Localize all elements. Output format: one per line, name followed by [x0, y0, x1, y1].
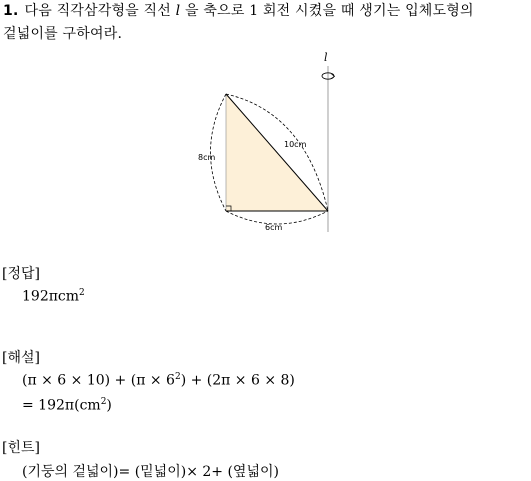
question-text-1a: 다음 직각삼각형을 직선	[24, 3, 176, 19]
hypotenuse-label: 10cm	[284, 140, 307, 149]
question-line-2: 겉넓이를 구하여라.	[3, 26, 123, 42]
answer-value-exp: 2	[79, 288, 85, 298]
answer-value	[22, 288, 85, 305]
explanation-line-1b: ) + (2π × 6 × 8)	[180, 372, 295, 389]
answer-value-main: 192πcm	[22, 288, 80, 305]
question-text-1b: 을 축으로 1 회전 시켰을 때 생기는 입체도형의	[180, 3, 474, 19]
explanation-line-2-exp: 2	[100, 397, 107, 407]
explanation-line-1-exp: 2	[174, 372, 181, 382]
explanation-line-1	[22, 372, 295, 389]
base-label: 6cm	[265, 223, 283, 232]
rotation-figure	[195, 52, 345, 236]
question-line-1	[3, 0, 474, 20]
question-number: 1.	[3, 3, 19, 19]
explanation-heading: [해설]	[2, 350, 40, 366]
explanation-line-2	[22, 397, 112, 414]
explanation-line-2b: )	[106, 397, 112, 414]
axis-label: l	[324, 52, 328, 64]
answer-heading: [정답]	[2, 266, 40, 282]
hint-line-1: (기둥의 겉넓이)= (밑넓이)× 2+ (옆넓이)	[22, 464, 279, 480]
question-variable: l	[175, 3, 181, 19]
explanation-line-2a: = 192π(cm	[22, 397, 101, 414]
height-label: 8cm	[198, 153, 216, 162]
hint-heading: [힌트]	[2, 440, 40, 456]
explanation-line-1a: (π × 6 × 10) + (π × 6	[22, 372, 175, 389]
